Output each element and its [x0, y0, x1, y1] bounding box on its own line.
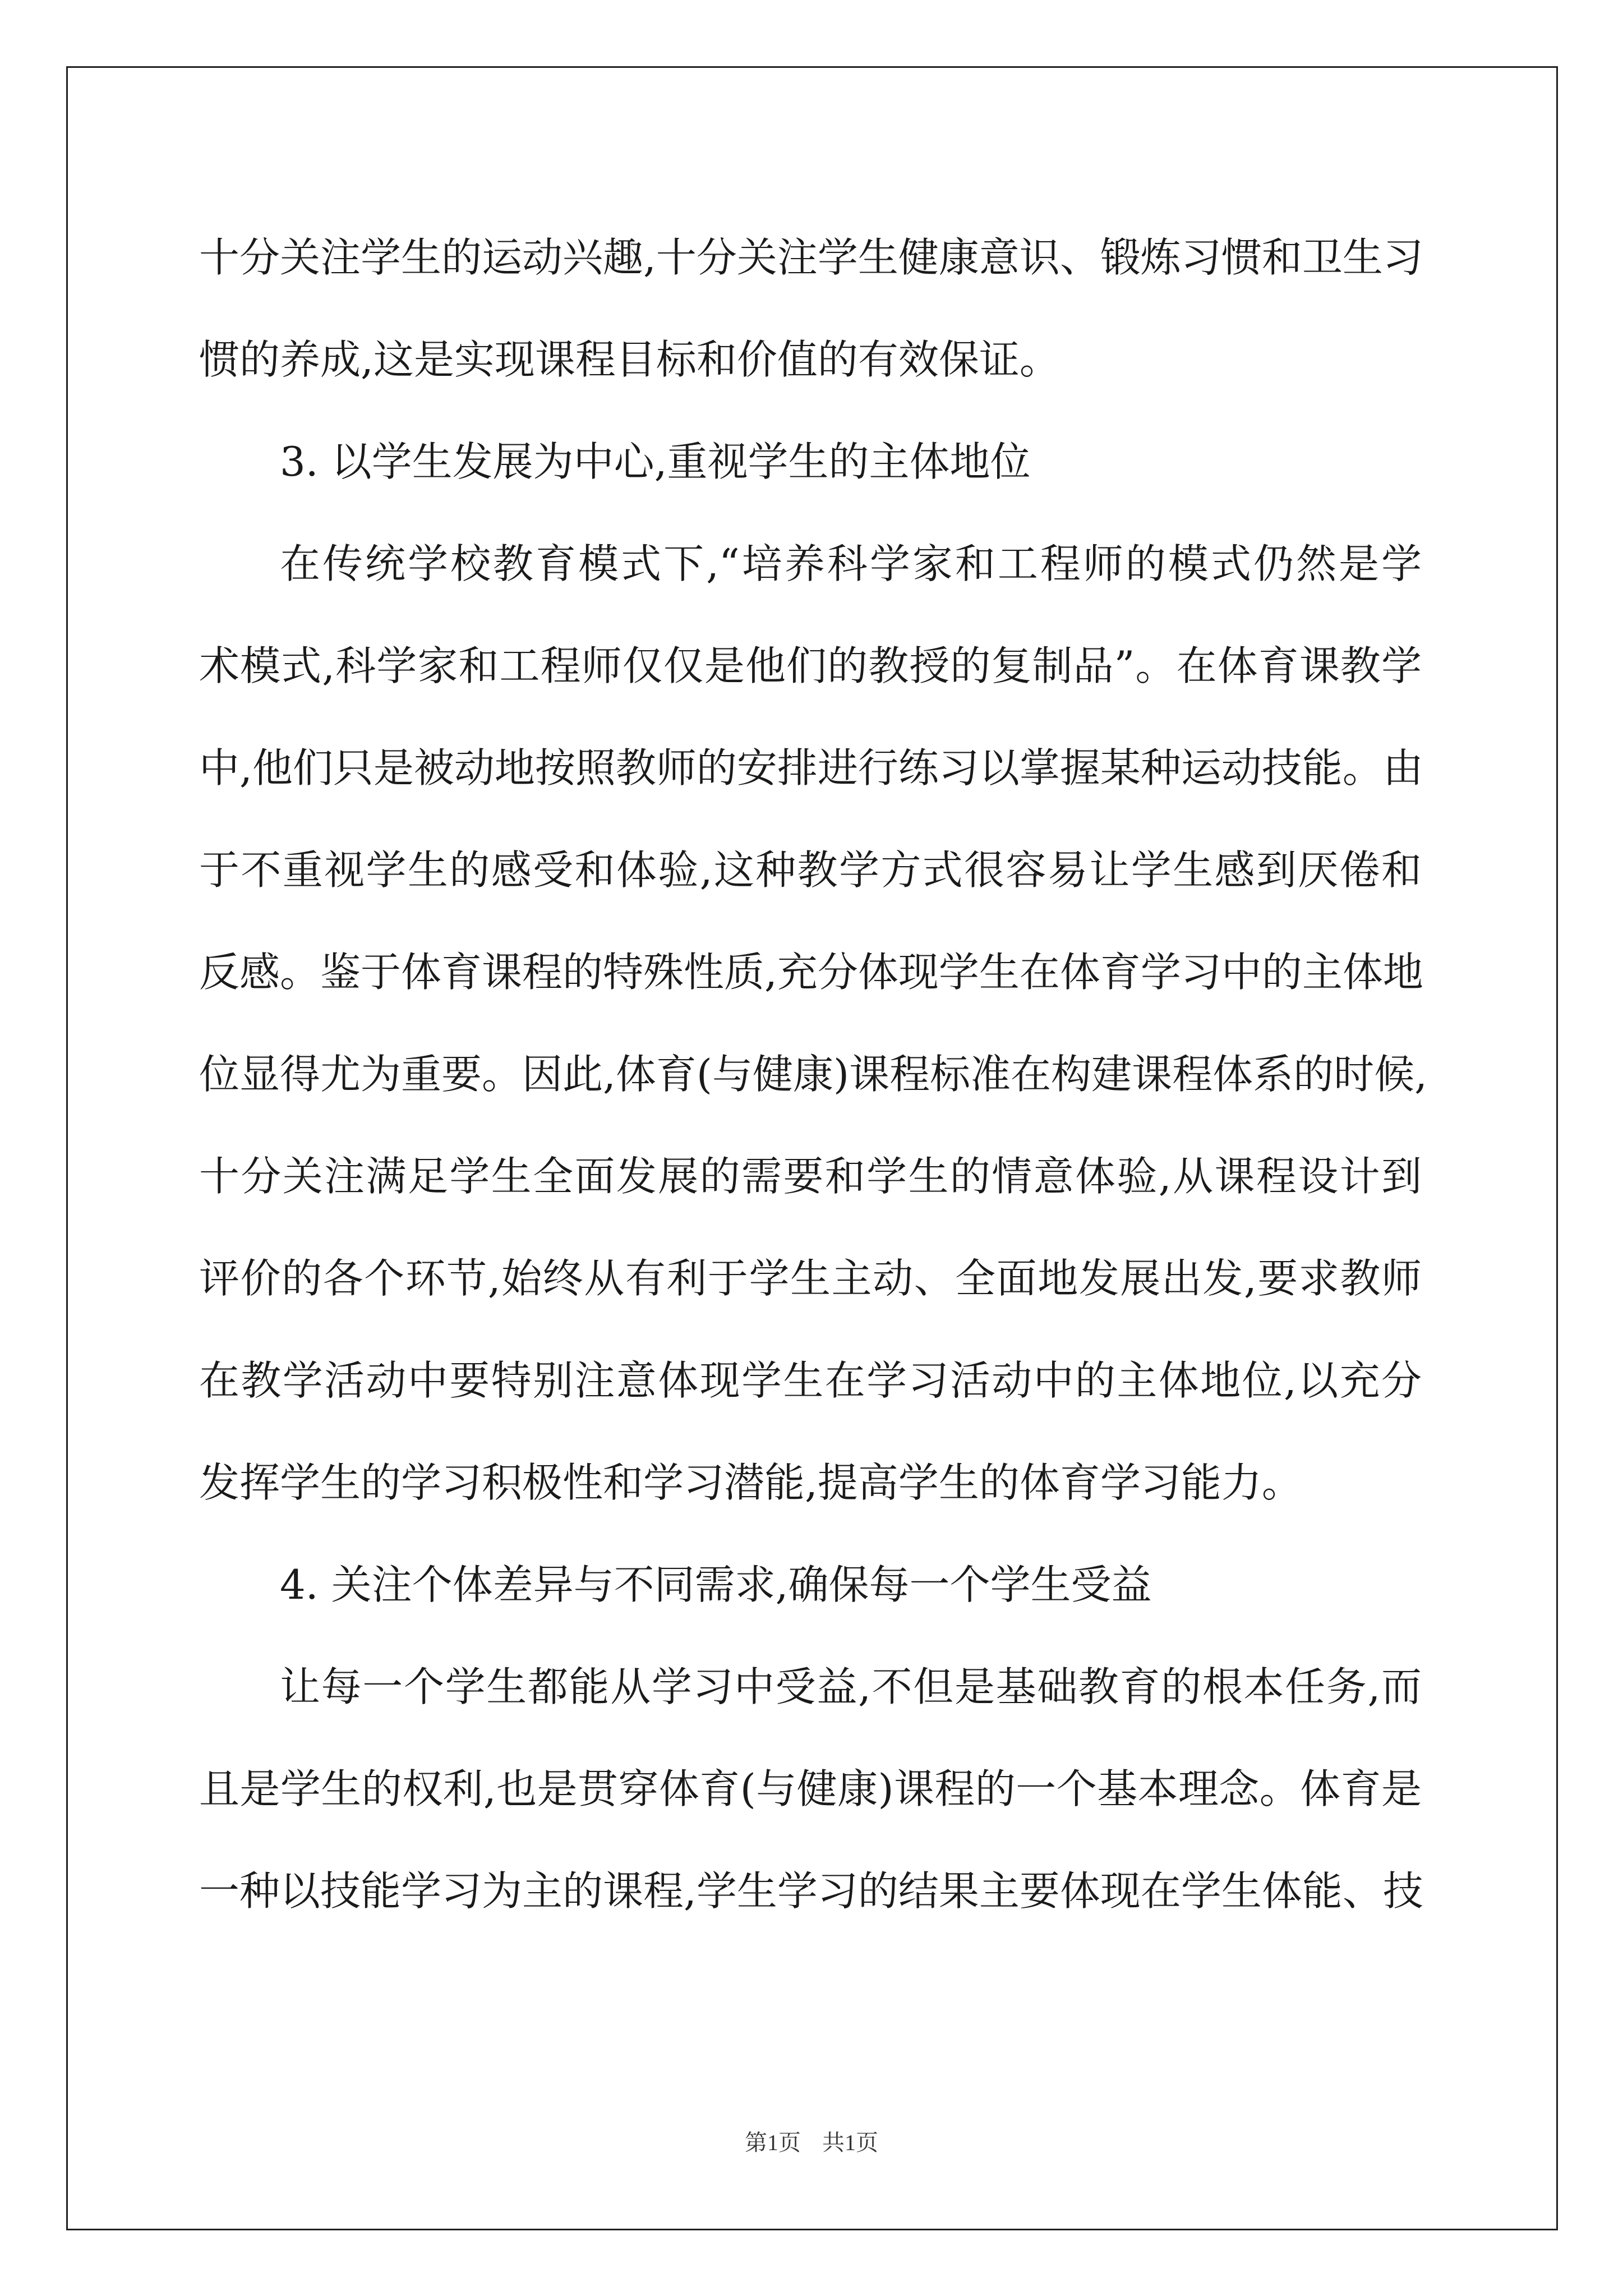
page-footer [0, 2125, 1623, 2157]
page-number: 第1页 [745, 2130, 801, 2155]
page-total: 共1页 [822, 2130, 878, 2155]
paragraph-line: 十分关注满足学生全面发展的需要和学生的情意体验,从课程设计到 [199, 1153, 1422, 1200]
paragraph-line: 于不重视学生的感受和体验,这种教学方式很容易让学生感到厌倦和 [199, 846, 1422, 894]
paragraph-line: 惯的养成,这是实现课程目标和价值的有效保证。 [199, 336, 1060, 383]
paragraph-line: 让每一个学生都能从学习中受益,不但是基础教育的根本任务,而 [280, 1663, 1422, 1710]
paragraph-line: 发挥学生的学习积极性和学习潜能,提高学生的体育学习能力。 [199, 1459, 1302, 1506]
paragraph-line: 十分关注学生的运动兴趣,十分关注学生健康意识、锻炼习惯和卫生习 [199, 234, 1423, 281]
paragraph-line: 且是学生的权利,也是贯穿体育(与健康)课程的一个基本理念。体育是 [199, 1765, 1422, 1812]
paragraph-line: 在传统学校教育模式下,“培养科学家和工程师的模式仍然是学 [280, 540, 1422, 587]
section-heading: 4. 关注个体差异与不同需求,确保每一个学生受益 [280, 1561, 1152, 1608]
document-body [199, 206, 1427, 1942]
paragraph-line: 反感。鉴于体育课程的特殊性质,充分体现学生在体育学习中的主体地 [199, 949, 1423, 996]
paragraph-line: 术模式,科学家和工程师仅仅是他们的教授的复制品”。在体育课教学 [199, 642, 1422, 689]
paragraph-line: 评价的各个环节,始终从有利于学生主动、全面地发展出发,要求教师 [199, 1255, 1422, 1302]
paragraph-line: 在教学活动中要特别注意体现学生在学习活动中的主体地位,以充分 [199, 1357, 1422, 1404]
paragraph-line: 中,他们只是被动地按照教师的安排进行练习以掌握某种运动技能。由 [199, 744, 1423, 792]
paragraph-line: 一种以技能学习为主的课程,学生学习的结果主要体现在学生体能、技 [199, 1867, 1423, 1915]
section-heading: 3. 以学生发展为中心,重视学生的主体地位 [280, 438, 1031, 485]
paragraph-line: 位显得尤为重要。因此,体育(与健康)课程标准在构建课程体系的时候, [199, 1051, 1427, 1098]
